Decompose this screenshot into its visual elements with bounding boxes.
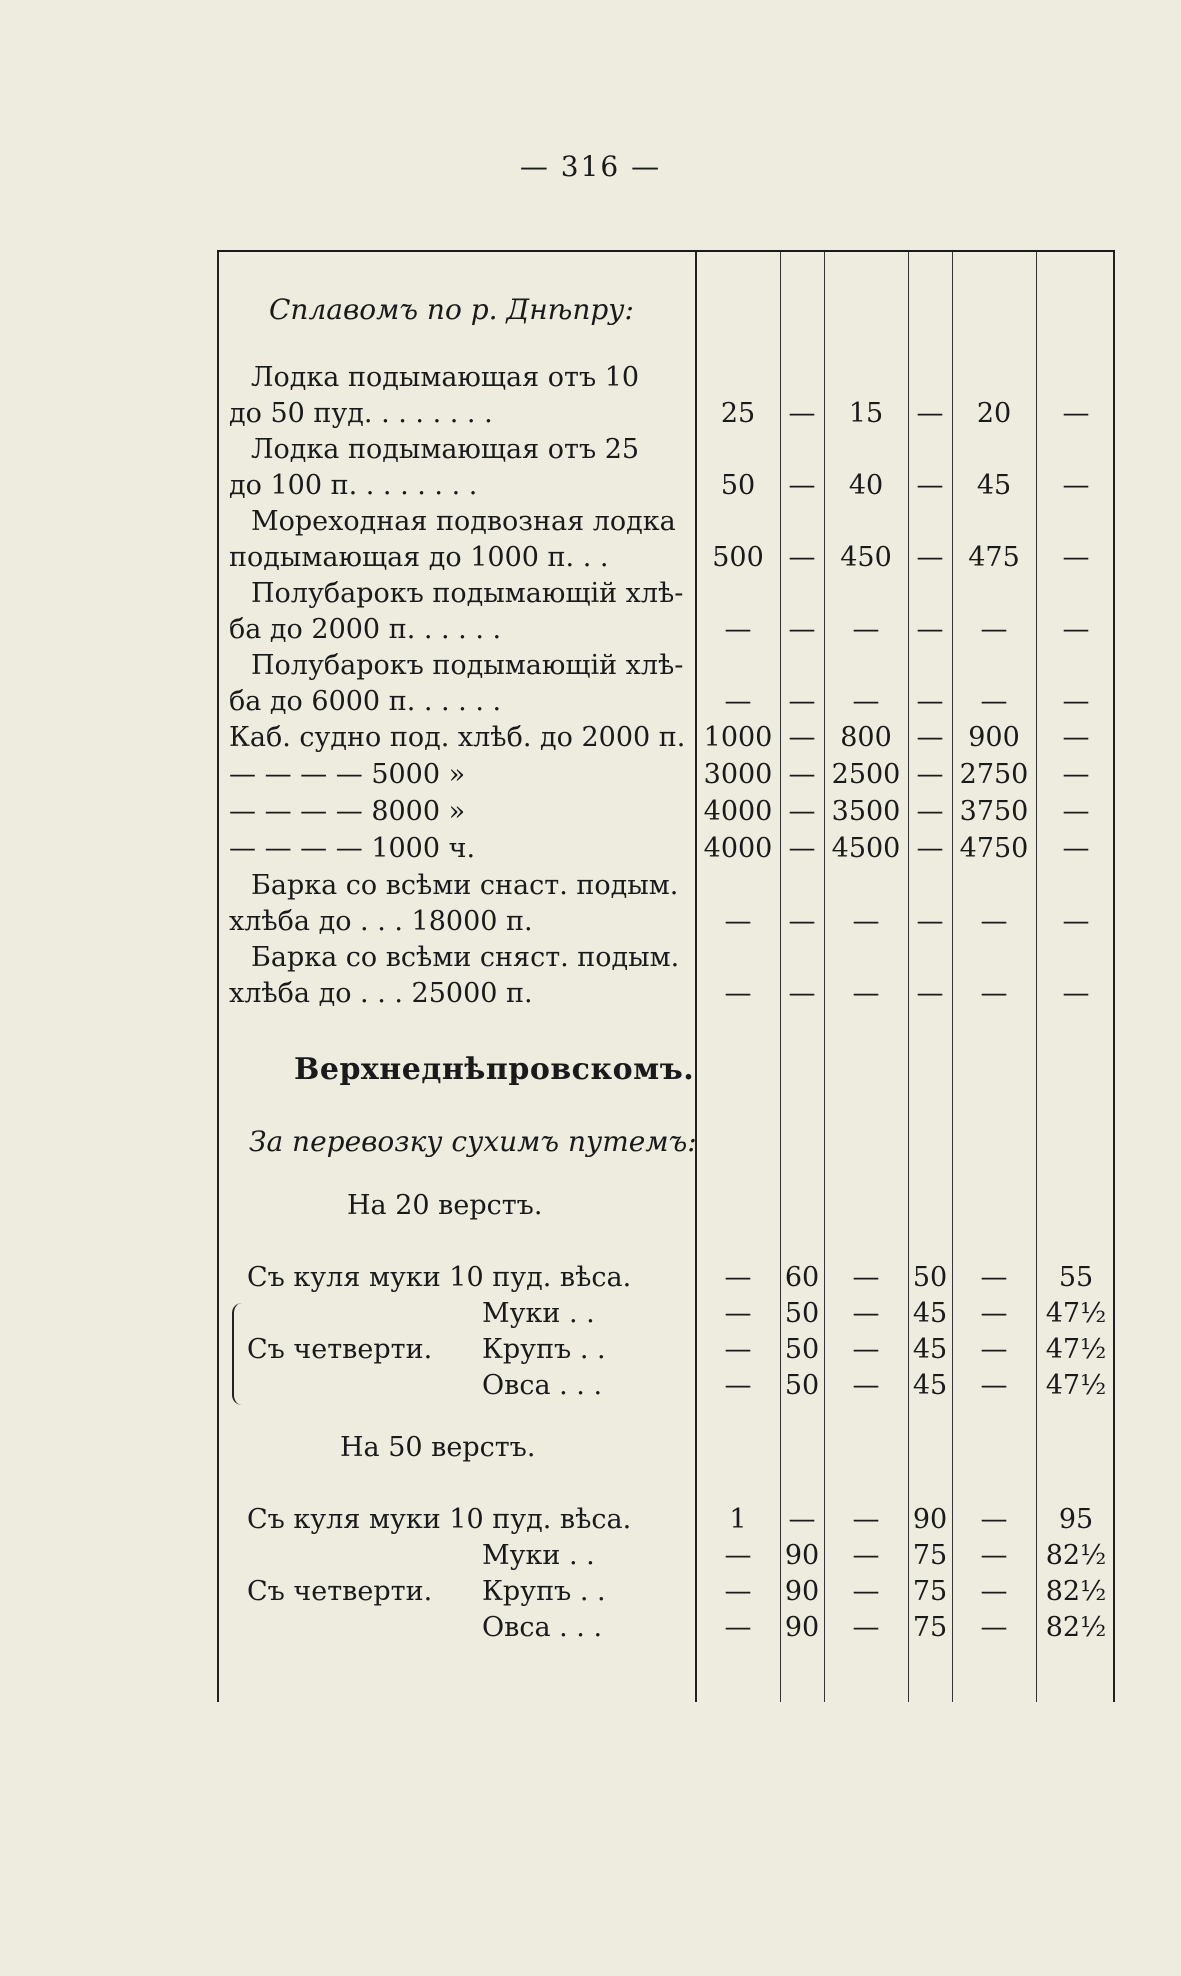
value-cell: 3500 xyxy=(831,796,901,827)
value-cell: — xyxy=(724,1334,752,1365)
table-row xyxy=(217,794,1115,830)
row-label: Съ куля муки 10 пуд. вѣса. xyxy=(247,1504,632,1535)
value-cell: — xyxy=(788,470,816,501)
value-cell: 75 xyxy=(912,1612,948,1643)
value-cell: — xyxy=(916,542,944,573)
value-cell: — xyxy=(852,1262,880,1293)
row-label: Лодка подымающая отъ 25 xyxy=(251,434,640,465)
value-cell: — xyxy=(852,1576,880,1607)
value-cell: — xyxy=(916,759,944,790)
table-row xyxy=(217,684,1115,720)
value-cell: 47½ xyxy=(1045,1370,1107,1401)
value-cell: 90 xyxy=(784,1576,820,1607)
value-cell: 60 xyxy=(784,1262,820,1293)
row-label: до 100 п. . . . . . . . xyxy=(229,470,478,501)
value-cell: — xyxy=(1062,398,1090,429)
value-cell: 47½ xyxy=(1045,1298,1107,1329)
row-label: Крупъ . . xyxy=(482,1334,606,1365)
value-cell: — xyxy=(980,1298,1008,1329)
value-cell: — xyxy=(788,978,816,1009)
subheading: За перевозку сухимъ путемъ: xyxy=(249,1125,697,1158)
value-cell: — xyxy=(724,906,752,937)
value-cell: — xyxy=(980,614,1008,645)
value-cell: 500 xyxy=(712,542,764,573)
block-title-row xyxy=(217,1430,1115,1466)
value-cell: 50 xyxy=(912,1262,948,1293)
table-row xyxy=(217,904,1115,940)
value-cell: — xyxy=(724,978,752,1009)
value-cell: 82½ xyxy=(1045,1540,1107,1571)
value-cell: — xyxy=(916,906,944,937)
value-cell: — xyxy=(852,1540,880,1571)
table-row xyxy=(217,1368,1115,1404)
value-cell: — xyxy=(980,686,1008,717)
value-cell: — xyxy=(980,1334,1008,1365)
table-row xyxy=(217,868,1115,904)
chetverti-row xyxy=(217,1574,1115,1610)
table-row xyxy=(217,1260,1115,1296)
value-cell: 4500 xyxy=(831,833,901,864)
value-cell: — xyxy=(788,686,816,717)
value-cell: 45 xyxy=(912,1370,948,1401)
value-cell: — xyxy=(1062,978,1090,1009)
value-cell: 4750 xyxy=(959,833,1029,864)
value-cell: 45 xyxy=(912,1334,948,1365)
value-cell: — xyxy=(980,1504,1008,1535)
value-cell: — xyxy=(980,1262,1008,1293)
value-cell: — xyxy=(916,614,944,645)
row-label: — — — — 8000 » xyxy=(229,796,466,827)
value-cell: 900 xyxy=(968,722,1020,753)
value-cell: 95 xyxy=(1058,1504,1094,1535)
value-cell: — xyxy=(1062,470,1090,501)
value-cell: 20 xyxy=(976,398,1012,429)
value-cell: 55 xyxy=(1058,1262,1094,1293)
value-cell: — xyxy=(1062,833,1090,864)
value-cell: — xyxy=(788,906,816,937)
value-cell: — xyxy=(980,1576,1008,1607)
value-cell: — xyxy=(852,1370,880,1401)
value-cell: — xyxy=(852,1334,880,1365)
value-cell: — xyxy=(1062,614,1090,645)
row-label: Лодка подымающая отъ 10 xyxy=(251,362,640,393)
table-row xyxy=(217,1538,1115,1574)
subheading-row xyxy=(217,1124,1115,1160)
value-cell: — xyxy=(916,796,944,827)
table-row xyxy=(217,540,1115,576)
table-row xyxy=(217,468,1115,504)
value-cell: 90 xyxy=(912,1504,948,1535)
value-cell: 15 xyxy=(848,398,884,429)
row-label: Овса . . . xyxy=(482,1370,603,1401)
row-label: подымающая до 1000 п. . . xyxy=(229,542,609,573)
value-cell: — xyxy=(724,1612,752,1643)
value-cell: — xyxy=(980,1612,1008,1643)
value-cell: — xyxy=(724,1298,752,1329)
value-cell: — xyxy=(916,398,944,429)
value-cell: 3750 xyxy=(959,796,1029,827)
value-cell: — xyxy=(916,470,944,501)
value-cell: — xyxy=(788,759,816,790)
value-cell: 45 xyxy=(976,470,1012,501)
value-cell: 800 xyxy=(840,722,892,753)
value-cell: — xyxy=(916,722,944,753)
table-row xyxy=(217,1502,1115,1538)
value-cell: — xyxy=(788,398,816,429)
row-label: хлѣба до . . . 18000 п. xyxy=(229,906,533,937)
table-row xyxy=(217,612,1115,648)
value-cell: — xyxy=(788,542,816,573)
block-title-row xyxy=(217,1188,1115,1224)
value-cell: — xyxy=(916,686,944,717)
value-cell: 50 xyxy=(784,1370,820,1401)
row-label: — — — — 5000 » xyxy=(229,759,466,790)
value-cell: 3000 xyxy=(703,759,773,790)
value-cell: 2500 xyxy=(831,759,901,790)
table-row xyxy=(217,831,1115,867)
table-row xyxy=(217,396,1115,432)
value-cell: 45 xyxy=(912,1298,948,1329)
value-cell: 450 xyxy=(840,542,892,573)
value-cell: 1000 xyxy=(703,722,773,753)
value-cell: — xyxy=(1062,686,1090,717)
value-cell: — xyxy=(852,1504,880,1535)
value-cell: — xyxy=(852,906,880,937)
row-label: Полубарокъ подымающій хлѣ- xyxy=(251,578,684,609)
chetverti-label: Съ четверти. xyxy=(247,1334,433,1365)
row-label: Барка со всѣми снаст. подым. xyxy=(251,870,679,901)
table-row xyxy=(217,720,1115,756)
row-label: Каб. судно под. хлѣб. до 2000 п. xyxy=(229,722,686,753)
value-cell: — xyxy=(980,1370,1008,1401)
value-cell: 25 xyxy=(720,398,756,429)
value-cell: 90 xyxy=(784,1612,820,1643)
value-cell: 475 xyxy=(968,542,1020,573)
table-row xyxy=(217,432,1115,468)
value-cell: — xyxy=(1062,906,1090,937)
table-row xyxy=(217,940,1115,976)
value-cell: 75 xyxy=(912,1576,948,1607)
value-cell: 4000 xyxy=(703,833,773,864)
brace xyxy=(232,1303,246,1405)
value-cell: 50 xyxy=(784,1298,820,1329)
rates-table xyxy=(217,250,1115,1702)
row-label: Муки . . xyxy=(482,1298,595,1329)
value-cell: — xyxy=(852,686,880,717)
table-row xyxy=(217,648,1115,684)
table-row xyxy=(217,1610,1115,1646)
value-cell: — xyxy=(916,978,944,1009)
block-title: На 50 верстъ. xyxy=(340,1432,536,1463)
value-cell: 50 xyxy=(720,470,756,501)
value-cell: — xyxy=(724,614,752,645)
value-cell: 1 xyxy=(729,1504,747,1535)
chetverti-row xyxy=(217,1332,1115,1368)
row-label: до 50 пуд. . . . . . . . xyxy=(229,398,493,429)
value-cell: — xyxy=(788,614,816,645)
section-heading-verkhnedneprovsk: Верхнеднѣпровскомъ. xyxy=(294,1052,695,1087)
value-cell: — xyxy=(852,1612,880,1643)
value-cell: — xyxy=(916,833,944,864)
value-cell: — xyxy=(788,722,816,753)
table-row xyxy=(217,504,1115,540)
row-label: хлѣба до . . . 25000 п. xyxy=(229,978,533,1009)
table-row xyxy=(217,1296,1115,1332)
value-cell: 82½ xyxy=(1045,1576,1107,1607)
row-label: Муки . . xyxy=(482,1540,595,1571)
value-cell: — xyxy=(724,1576,752,1607)
table-row xyxy=(217,360,1115,396)
value-cell: — xyxy=(852,614,880,645)
table-row xyxy=(217,757,1115,793)
value-cell: — xyxy=(980,978,1008,1009)
block-title: На 20 верстъ. xyxy=(347,1190,543,1221)
value-cell: 4000 xyxy=(703,796,773,827)
value-cell: — xyxy=(980,906,1008,937)
value-cell: — xyxy=(852,1298,880,1329)
value-cell: — xyxy=(1062,542,1090,573)
value-cell: — xyxy=(724,1262,752,1293)
value-cell: — xyxy=(724,686,752,717)
value-cell: — xyxy=(724,1370,752,1401)
section-heading-dnieper: Сплавомъ по р. Днѣпру: xyxy=(269,293,634,326)
value-cell: 2750 xyxy=(959,759,1029,790)
row-label: Барка со всѣми сняст. подым. xyxy=(251,942,680,973)
row-label: ба до 6000 п. . . . . . xyxy=(229,686,502,717)
value-cell: 90 xyxy=(784,1540,820,1571)
value-cell: — xyxy=(788,796,816,827)
value-cell: 50 xyxy=(784,1334,820,1365)
value-cell: — xyxy=(788,833,816,864)
value-cell: 82½ xyxy=(1045,1612,1107,1643)
row-label: ба до 2000 п. . . . . . xyxy=(229,614,502,645)
value-cell: 47½ xyxy=(1045,1334,1107,1365)
value-cell: — xyxy=(1062,722,1090,753)
value-cell: — xyxy=(1062,759,1090,790)
value-cell: — xyxy=(788,1504,816,1535)
table-row xyxy=(217,576,1115,612)
value-cell: — xyxy=(1062,796,1090,827)
row-label: Мореходная подвозная лодка xyxy=(251,506,676,537)
row-label: Полубарокъ подымающій хлѣ- xyxy=(251,650,684,681)
page-number: — 316 — xyxy=(519,150,662,183)
row-label: Крупъ . . xyxy=(482,1576,606,1607)
table-row xyxy=(217,976,1115,1012)
value-cell: — xyxy=(724,1540,752,1571)
row-label: Съ куля муки 10 пуд. вѣса. xyxy=(247,1262,632,1293)
value-cell: — xyxy=(852,978,880,1009)
value-cell: 75 xyxy=(912,1540,948,1571)
chetverti-label: Съ четверти. xyxy=(247,1576,433,1607)
value-cell: — xyxy=(980,1540,1008,1571)
row-label: Овса . . . xyxy=(482,1612,603,1643)
row-label: — — — — 1000 ч. xyxy=(229,833,476,864)
value-cell: 40 xyxy=(848,470,884,501)
